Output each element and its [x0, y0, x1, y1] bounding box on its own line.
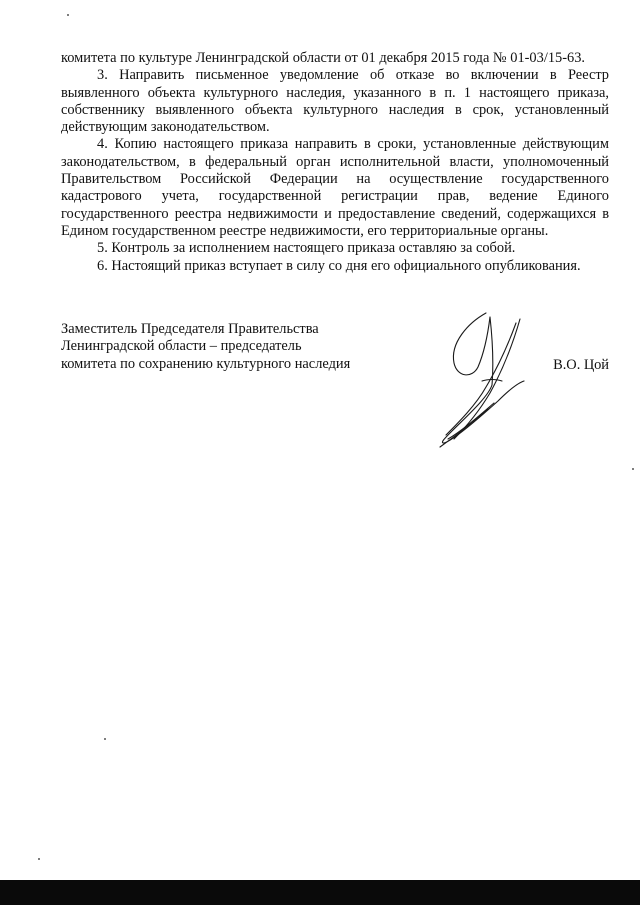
signatory-title-line-1: Заместитель Председателя Правительства — [61, 321, 319, 337]
paragraph-continuation: комитета по культуре Ленинградской области от 01 декабря 2015 года № 01-03/15-63. — [61, 50, 585, 66]
document-body — [61, 50, 609, 275]
handwritten-signature — [428, 305, 538, 455]
paragraph-5: 5. Контроль за исполнением настоящего приказа оставляю за собой. — [97, 240, 516, 257]
paragraph-4: 4. Копию настоящего приказа направить в сроки, установленные действующим законодательством, в федеральный орган исполнительной власти, уполномоченный Правительством Российской Федерации на осуществление государственного кадастрового учета, государственной регистрации прав, ведение Единого государственного реестра недвижимости и предоставление сведений, содержащихся в Едином государственном реестре недвижимости, его территориальные органы. — [61, 136, 609, 239]
paragraph-3: 3. Направить письменное уведомление об отказе во включении в Реестр выявленного объекта культурного наследия, указанного в п. 1 настоящего приказа, собственнику выявленного объекта культурного наследия в срок, установленный действующим законодательством. — [61, 67, 609, 136]
signatory-title-line-3: комитета по сохранению культурного наследия — [61, 355, 351, 372]
scan-speck — [104, 738, 106, 740]
signatory-name: В.О. Цой — [553, 357, 609, 373]
scan-speck — [38, 858, 40, 860]
scan-speck — [632, 468, 634, 470]
scan-speck — [67, 14, 69, 16]
scan-border-bottom — [0, 880, 640, 905]
paragraph-6: 6. Настоящий приказ вступает в силу со дня его официального опубликования. — [97, 257, 581, 274]
signatory-title-line-2: Ленинградской области – председатель — [61, 338, 302, 355]
